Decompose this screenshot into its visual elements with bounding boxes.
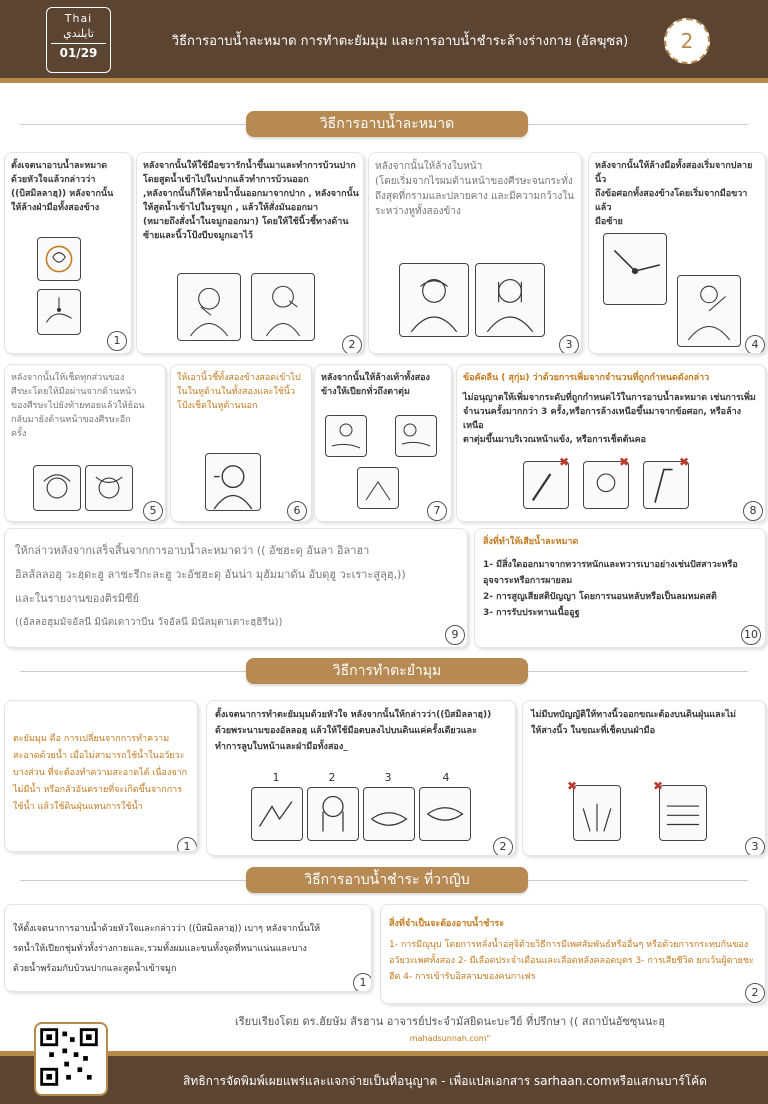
step-text	[389, 937, 759, 985]
forbidden-finger-interlace-icon	[659, 785, 707, 841]
x-mark-icon: ✖	[619, 455, 630, 469]
text-line: จำนวนครั้งมากกว่า 3 ครั้ง,หรือการล้างเหนือขึ้นมาจากข้อศอก, หรือล้างเหนือ	[463, 407, 742, 431]
ghusl-section-title: วิธีการอาบน้ำชำระ ที่วาญิบ	[246, 867, 528, 893]
text-line: ซ้ายและนิ้วโป้งบีบจมูกเอาไว้	[143, 231, 253, 241]
wudu-step-1-card	[4, 152, 132, 354]
step-number: 7	[427, 501, 447, 521]
text-line: ถึงสุดที่กรามและปลายคาง และมีความกว้างใน	[375, 191, 574, 202]
text-line: ทำการลูบใบหน้าและฝ่ามือทั้งสอง_	[215, 742, 348, 752]
text-line: ตั้งเจตนาการทำตะยัมมุมด้วยหัวใจ หลังจากนั้นให้กล่าวว่า((บิสมิลลาฮฺ))	[215, 710, 492, 720]
face-washing-icon	[475, 263, 545, 337]
ear-wiping-icon	[205, 453, 261, 511]
text-line: หลังจากนั้นให้ล้างเท้าทั้งสอง	[321, 373, 430, 383]
step-text	[177, 371, 307, 413]
step-number: 1	[177, 837, 197, 852]
step-label: 3	[384, 771, 392, 784]
ghusl-step-2-card	[380, 904, 766, 1004]
website-link[interactable]: mahadsunnah.com"	[409, 1034, 491, 1043]
step-number: 1	[353, 973, 372, 992]
text-line: ถึงข้อศอกทั้งสองข้างโดยเริ่มจากมือขวาแล้ว	[595, 189, 748, 213]
step-text	[483, 557, 759, 621]
text-line: โดยสูดน้ำเข้าไปในปากแล้วทำการบ้วนออก	[143, 175, 309, 185]
wudu-step-7-card	[314, 364, 452, 522]
text-line: ข้างให้เปียกทั่วถึงตาตุ่ม	[321, 387, 410, 397]
text-line: (หมายถึงสั่งน้ำในจมูกออกมา) โดยให้ใช้นิ้วชี้ทางด้าน	[143, 217, 349, 227]
text-line: รดน้ำให้เปียกชุ่มทั่วทั้งร่างกายและ,รวมทั้งผมและขนทั้งจุดที่หนาแน่นและบาง	[13, 944, 307, 954]
text-line: ของศีรษะไปยังท้ายทอยแล้วให้ย้อน	[11, 401, 145, 411]
text-line: ให้สูดน้ำเข้าไปในรูจมูก , แล้วให้สั่งมันออกมา	[143, 203, 319, 213]
step-text	[463, 391, 759, 447]
wudu-step-3-card	[368, 152, 582, 354]
step-text	[11, 159, 127, 215]
step-text	[215, 707, 511, 755]
step-text	[13, 731, 193, 816]
text-line: ((บิสมิลลาฮฺ)) หลังจากนั้น	[11, 189, 114, 199]
tayammum-step-2-card	[206, 700, 516, 856]
text-line: ในในหูด้านในทั้งสองและใช้นิ้ว	[177, 387, 296, 397]
face-wiping-icon	[307, 787, 359, 841]
foot-washing-icon	[357, 467, 399, 509]
wudu-step-2-card	[136, 152, 364, 354]
step-number: 3	[745, 837, 765, 856]
step-number: 3	[559, 335, 579, 354]
language-name-arabic: تايلندي	[63, 27, 94, 40]
head-wiping-icon	[85, 465, 133, 511]
wudu-step-10-card	[474, 528, 766, 648]
text-line: มือซ้าย	[595, 217, 623, 227]
author-credit: เรียบเรียงโดย ดร.ฮัยษัม ส้รฮาน อาจารย์ประจำมัสยิดนะบะวีย์ ที่ปรึกษา (( สถาบันอัซซุนนะฮฺ	[234, 1015, 666, 1028]
wudu-section-title: วิธีการอาบน้ำละหมาด	[246, 111, 528, 137]
text-line: ,หลังจากนั้นก็ให้คายน้ำนั้นออกมาจากปาก , หลังจากนั้น	[143, 189, 359, 199]
text-line: ตะยัมมุม คือ การเปลี่ยนจากการทำความ	[13, 734, 170, 744]
page-number-badge: 2	[664, 18, 710, 64]
text-line: ให้ตั้งเจตนาการอาบน้ำด้วยหัวใจและกล่าวว่า ((บิสมิลลาฮฺ)) เบาๆ หลังจากนั้นให้	[13, 924, 321, 934]
text-line: ไม่อนุญาตให้เพิ่มจากระดับที่ถูกกำหนดไว้ในการอาบน้ำละหมาด เช่นการเพิ่ม	[463, 393, 756, 403]
step-number: 2	[745, 983, 765, 1003]
distribution-notice: สิทธิการจัดพิมพ์เผยแพร่และแจกจ่ายเป็นที่อนุญาต - เพื่อแปลเอกสาร sarhaan.comหรือแสกนบาร์โค้ด	[183, 1074, 707, 1088]
nose-rinse-icon	[251, 273, 315, 341]
hand-washing-icon	[37, 289, 81, 335]
text-line: ให้เอานิ้วชี้ทั้งสองข้างสอดเข้าไป	[177, 373, 301, 383]
head-wiping-icon	[33, 465, 81, 511]
arm-washing-icon	[603, 233, 667, 305]
x-mark-icon: ✖	[559, 455, 570, 469]
text-line: ฮีด 4- การเข้ารับอิสลามของคนกาเฟร	[389, 972, 536, 982]
wudu-step-4-card	[588, 152, 766, 354]
text-line: ด้วยน้ำพร้อมกับบ้วนปากและสูดน้ำเข้าจมูก	[13, 964, 177, 974]
x-mark-icon: ✖	[679, 455, 690, 469]
step-text	[143, 159, 359, 243]
step-number: 9	[445, 625, 465, 645]
language-badge	[46, 7, 111, 73]
step-number: 10	[741, 625, 761, 645]
text-line: ให้ล้างฝ่ามือทั้งสองข้าง	[11, 203, 100, 213]
hand-wiping-icon	[419, 787, 471, 841]
text-line: 2- การสูญเสียสติปัญญา โดยการนอนหลับหรือเป็นลมหมดสติ	[483, 592, 717, 602]
step-text	[15, 539, 459, 635]
step-label: 2	[328, 771, 336, 784]
text-line: หลังจากนั้นให้ล้างมือทั้งสองเริ่มจากปลายนิ้ว	[595, 161, 753, 185]
hands-on-ground-icon	[251, 787, 303, 841]
text-line: ไม่มีน้ำ หรือกลัวอันตรายที่จะเกิดขึ้นจากการ	[13, 785, 183, 795]
mouth-rinse-icon	[177, 273, 241, 341]
step-number: 8	[743, 501, 763, 521]
foot-washing-icon	[395, 415, 437, 457]
wudu-step-9-card	[4, 528, 468, 648]
face-washing-icon	[399, 263, 469, 337]
arm-washing-icon	[677, 275, 741, 347]
text-line: อวัยวะเพศทั้งสอง 2- มีเลือดประจำเดือนและเลือดหลังคลอดบุตร 3- การเสียชีวิต ยกเว้นผู้ตายชะ	[389, 956, 754, 966]
step-number: 4	[745, 335, 765, 354]
qr-code-icon[interactable]	[34, 1022, 108, 1096]
text-line: อุจจาระหรือการผายลม	[483, 576, 573, 586]
step-text	[595, 159, 761, 229]
wudu-step-8-card	[456, 364, 766, 522]
text-line: ระหว่างหูทั้งสองข้าง	[375, 206, 461, 217]
page-title: วิธีการอาบน้ำละหมาด การทำตะยัมมุม และการอาบน้ำชำระล้างร่างกาย (อัลฆุซล)	[171, 34, 629, 49]
step-label: 4	[442, 771, 450, 784]
text-line: หลังจากนั้นให้ใช้มือขวารักน้ำขึ้นมาและทำการบ้วนปาก	[143, 161, 356, 171]
header-stripe	[0, 78, 768, 83]
step-label: 1	[272, 771, 280, 784]
text-line: ตั้งเจตนาอาบน้ำละหมาด	[11, 161, 108, 171]
text-line: (โดยเริ่มจากไรผมด้านหน้าของศีรษะจนกระทั่ง	[375, 176, 573, 187]
step-title: สิ่งที่ทำให้เสียน้ำละหมาด	[483, 537, 579, 547]
text-line: ด้วยพระนามของอัลลอฮฺ แล้วให้ใช้มือตบลงไปบนดินแค่ครั้งเดียวและ	[215, 726, 477, 736]
step-number: 6	[287, 501, 307, 521]
foot-washing-icon	[325, 415, 367, 457]
step-text	[11, 371, 161, 441]
text-line: ให้กล่าวหลังจากเสร็จสิ้นจากการอาบน้ำละหมาดว่า (( อัชฮะดุ อันลา อิลาฮา	[15, 544, 370, 557]
step-number: 1	[107, 331, 127, 351]
step-text	[13, 919, 367, 979]
tayammum-step-1-card	[4, 700, 198, 852]
step-number: 2	[493, 837, 513, 856]
text-line: และในรายงานของติรมิซีย์	[15, 592, 139, 605]
text-line: หลังจากนั้นให้ล้างใบหน้า	[375, 161, 483, 172]
text-line: สะอาดด้วยน้ำ เมื่อไม่สามารถใช้น้ำในอวัยวะ	[13, 751, 185, 761]
text-line: ไม่มีบทบัญญัติให้ทางนิ้วออกขณะต้องบนดินฝุ่นและไม่	[531, 710, 736, 720]
step-number: 2	[342, 335, 362, 354]
text-line: ใช้น้ำ แล้วใช้ดินฝุ่นแทนการใช้น้ำ	[13, 802, 143, 812]
text-line: ให้สางนิ้ว ในขณะที่เช็ดบนฝ่ามือ	[531, 726, 655, 736]
wudu-step-5-card	[4, 364, 166, 522]
x-mark-icon: ✖	[567, 779, 578, 793]
step-title: สิ่งที่จำเป็นจะต้องอาบน้ำชำระ	[389, 919, 505, 929]
wudu-step-6-card	[170, 364, 312, 522]
x-mark-icon: ✖	[653, 779, 664, 793]
text-line: ศีรษะโดยให้มือผ่านจากด้านหน้า	[11, 387, 137, 397]
text-line: กลับมายังด้านหน้าของศีรษะอีก	[11, 415, 131, 425]
ghusl-step-1-card	[4, 904, 372, 992]
hand-wiping-icon	[363, 787, 415, 841]
sheet-counter: 01/29	[51, 43, 106, 60]
text-line: 1- มีสิ่งใดออกมาจากทวารหนักและทวารเบาอย่างเช่นปัสสาวะหรือ	[483, 560, 738, 570]
language-name: Thai	[64, 12, 93, 25]
step-text	[531, 707, 761, 739]
text-line: 3- การรับประทานเนื้ออูฐ	[483, 608, 580, 618]
step-number: 5	[143, 501, 163, 521]
text-line: บางส่วน ที่จะต้องทำความสะอาดได้ เนื่องจาก	[13, 768, 188, 778]
text-line: โป้งเช็ดในหูด้านนอก	[177, 401, 258, 411]
step-title: ข้อคัดลีน ( สุกุ่ม) ว่าด้วยการเพิ่มจากจำนวนที่ถูกกำหนดดังกล่าว	[463, 373, 710, 383]
text-line: ครั้ง	[11, 429, 27, 439]
text-line: ((อัลลอฮุมมัจอัลนี มินัตเตาวาบีน วัจอัลนี มินัลมุตาเตาะฮฺฮิรีน))	[15, 617, 283, 628]
tayammum-step-3-card	[522, 700, 766, 856]
heart-intention-icon	[37, 237, 81, 281]
forbidden-finger-spread-icon	[573, 785, 621, 841]
text-line: อิลลัลลอฮุ วะฮฺดะฮู ลาชะรีกะละฮู วะอัชฮะดุ อันน่า มุฮัมมาดัน อับดุฮู วะเราะสูลุฮฺ,))	[15, 568, 406, 581]
text-line: 1- การมีญุนุบ โดยการหลั่งน้ำอสุจิด้วยวิธีการมีเพศสัมพันธ์หรืออื่นๆ หรือด้วยการกระทบกันของ	[389, 940, 749, 950]
tayammum-section-title: วิธีการทำตะยำมุม	[246, 658, 528, 684]
text-line: หลังจากนั้นให้เช็ดทุกส่วนของ	[11, 373, 125, 383]
text-line: ด้วยหัวใจแล้วกล่าวว่า	[11, 175, 96, 185]
step-text	[375, 159, 575, 219]
text-line: ตาตุ่มขึ้นมาบริเวณหน้าแข้ง, หรือการเช็ดต้นคอ	[463, 435, 646, 445]
step-text	[321, 371, 447, 399]
